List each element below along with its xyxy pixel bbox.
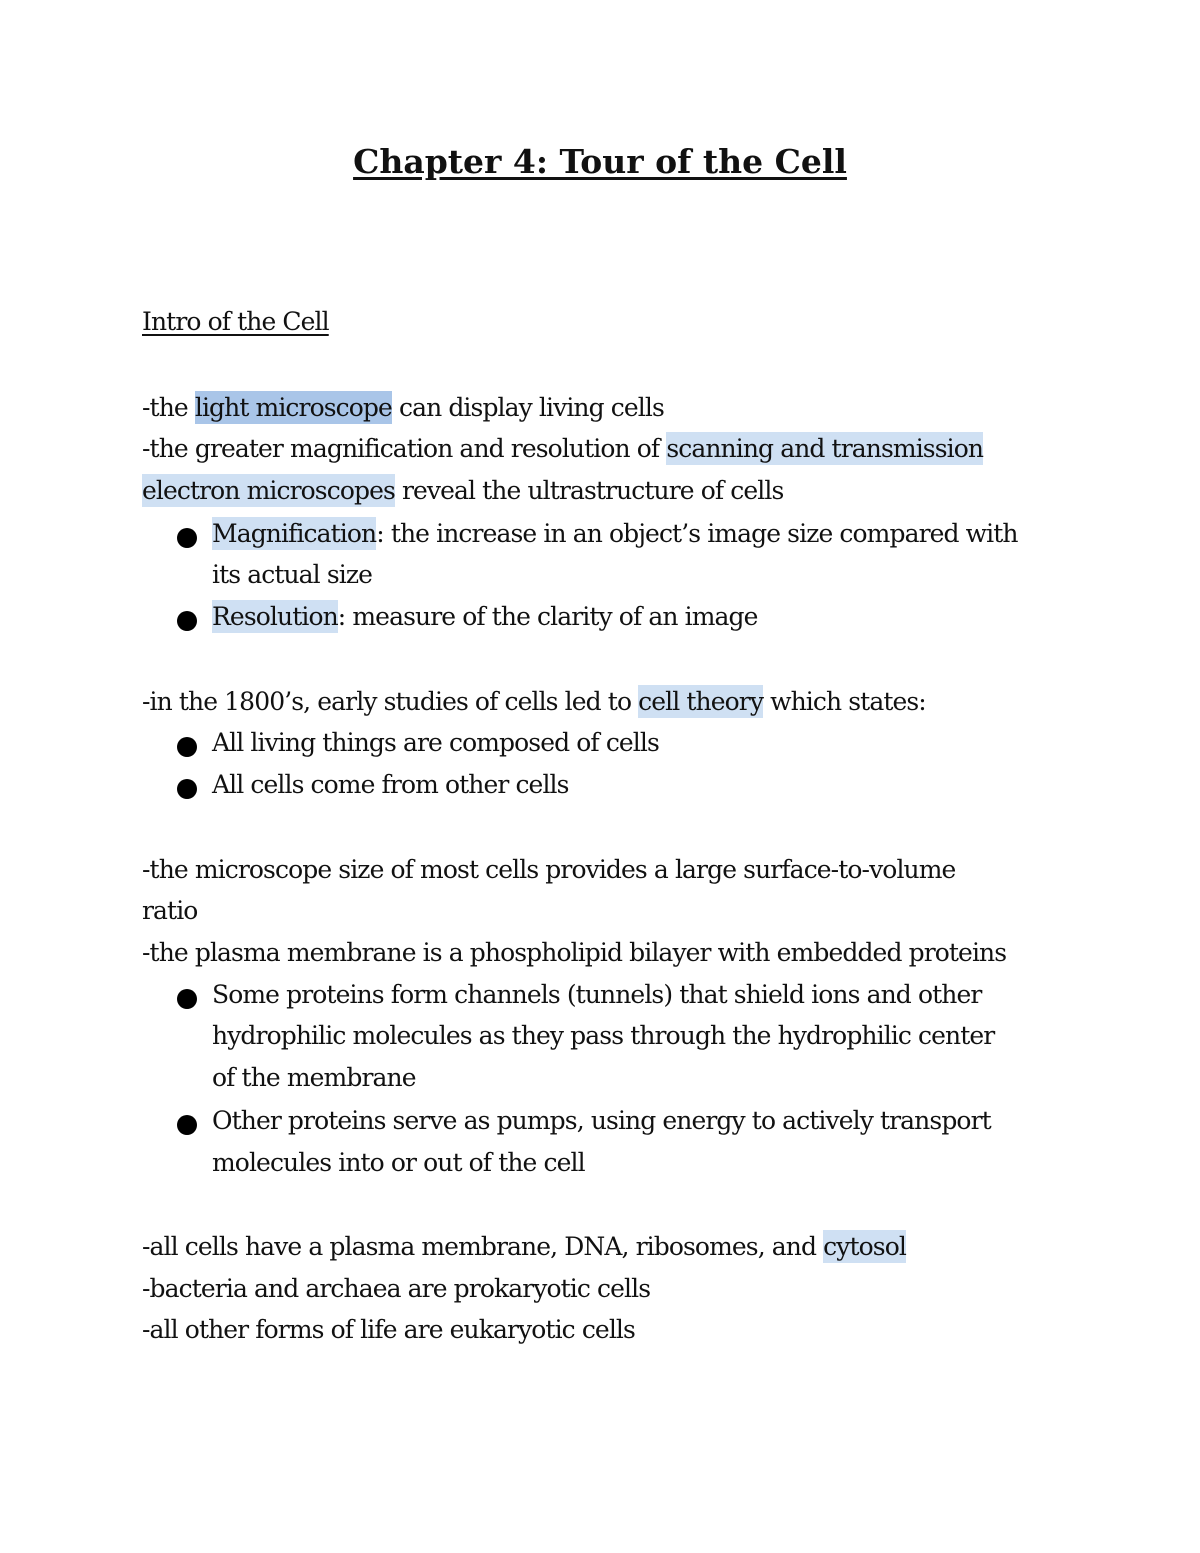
text-span: -the [142,393,195,422]
bullet-channels-line2: hydrophilic molecules as they pass through the hydrophilic center [212,1021,995,1050]
highlighted-term: light microscope [194,393,392,422]
highlighted-term: Magnification [212,519,377,548]
bullet-channels-line3: of the membrane [212,1063,416,1092]
highlighted-term: scanning and transmission [666,434,984,463]
bullet-icon [177,611,197,631]
page-title: Chapter 4: Tour of the Cell [353,142,847,181]
paragraph-surface-volume-line2: ratio [142,896,198,925]
text-span: -the greater magnification and resolution of [142,434,667,463]
bullet-pumps-line2: molecules into or out of the cell [212,1148,585,1177]
paragraph-prokaryotic: -bacteria and archaea are prokaryotic cells [142,1274,651,1303]
highlighted-term: cytosol [823,1232,906,1261]
highlighted-term: cell theory [638,687,764,716]
paragraph-electron-microscope-line2 [142,474,783,508]
text-span: can display living cells [391,393,664,422]
paragraph-all-cells [142,1230,906,1264]
bullet-icon [177,528,197,548]
text-span: : the increase in an object’s image size compared with [376,519,1018,548]
text-span: -in the 1800’s, early studies of cells led to [142,687,639,716]
highlighted-term: Resolution [212,602,338,631]
paragraph-light-microscope [142,391,664,425]
bullet-resolution [212,600,758,634]
section-heading: Intro of the Cell [142,307,329,336]
bullet-magnification-line2: its actual size [212,560,373,589]
bullet-pumps-line1: Other proteins serve as pumps, using energy to actively transport [212,1106,991,1135]
text-span: : measure of the clarity of an image [337,602,758,631]
bullet-icon [177,1115,197,1135]
paragraph-eukaryotic: -all other forms of life are eukaryotic cells [142,1315,635,1344]
text-span: -all cells have a plasma membrane, DNA, ribosomes, and [142,1232,824,1261]
paragraph-surface-volume-line1: -the microscope size of most cells provides a large surface-to-volume [142,855,956,884]
highlighted-term: electron microscopes [142,476,395,505]
bullet-channels-line1: Some proteins form channels (tunnels) that shield ions and other [212,980,982,1009]
bullet-icon [177,737,197,757]
bullet-cell-theory-2: All cells come from other cells [212,770,569,799]
paragraph-plasma-membrane: -the plasma membrane is a phospholipid bilayer with embedded proteins [142,938,1007,967]
bullet-icon [177,989,197,1009]
paragraph-cell-theory [142,685,926,719]
bullet-magnification-line1 [212,517,1018,551]
bullet-icon [177,779,197,799]
text-span: reveal the ultrastructure of cells [394,476,784,505]
bullet-cell-theory-1: All living things are composed of cells [212,728,659,757]
paragraph-electron-microscope-line1 [142,432,983,466]
text-span: which states: [763,687,926,716]
